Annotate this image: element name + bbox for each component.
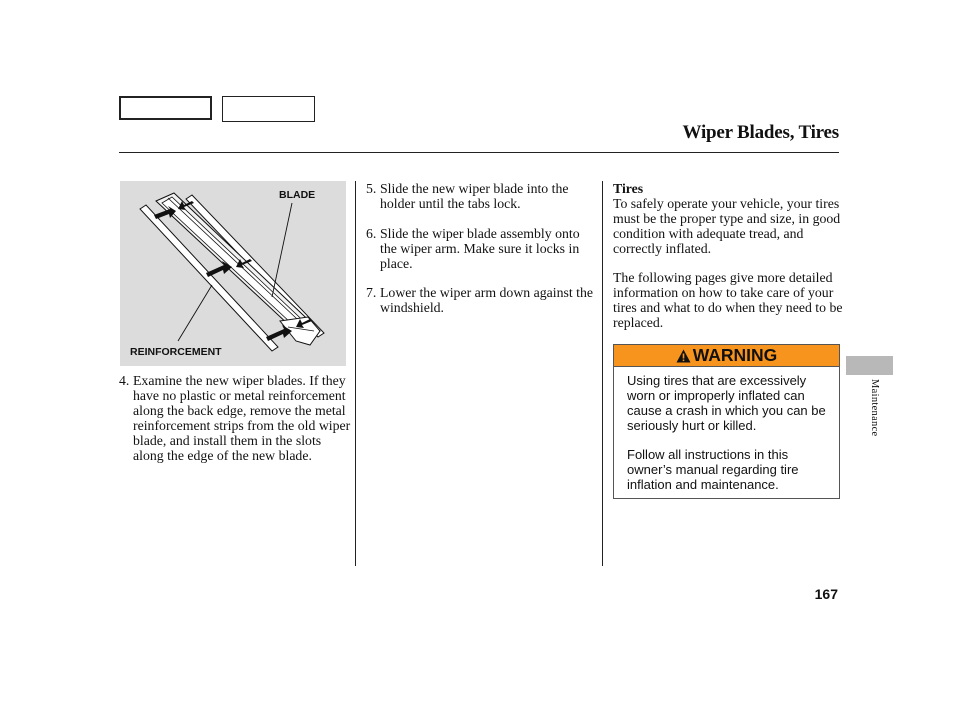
title-divider bbox=[119, 152, 839, 153]
nav-button-previous[interactable] bbox=[119, 96, 212, 120]
wiper-blade-drawing bbox=[120, 181, 346, 366]
step-number: 5. bbox=[366, 181, 377, 196]
step-number: 4. bbox=[119, 373, 130, 388]
page-title: Wiper Blades, Tires bbox=[682, 122, 839, 143]
step-number: 7. bbox=[366, 285, 377, 300]
warning-triangle-icon bbox=[676, 349, 691, 363]
warning-title: WARNING bbox=[692, 345, 778, 365]
tires-heading: Tires bbox=[613, 181, 644, 196]
step-text: Examine the new wiper blades. If they have no plastic or metal reinforcement along the back edge, remove the metal reinforcement strips from the old wiper blade, and install them in the slots along the edge of the new blade. bbox=[133, 373, 351, 463]
section-tab[interactable] bbox=[846, 356, 893, 375]
step-text: Slide the new wiper blade into the holder until the tabs lock. bbox=[380, 181, 569, 211]
warning-paragraph-2: Follow all instructions in this owner’s manual regarding tire inflation and maintenance. bbox=[627, 447, 799, 492]
section-tab-label: Maintenance bbox=[869, 379, 880, 437]
warning-paragraph-1: Using tires that are excessively worn or improperly inflated can cause a crash in which you can be seriously hurt or killed. bbox=[627, 373, 826, 433]
tires-paragraph-1: To safely operate your vehicle, your tires must be the proper type and size, in good condition with adequate tread, and correctly inflated. bbox=[613, 196, 841, 256]
step-number: 6. bbox=[366, 226, 377, 241]
tires-section bbox=[613, 181, 845, 256]
step-text: Lower the wiper arm down against the windshield. bbox=[380, 285, 594, 315]
warning-header bbox=[614, 345, 839, 367]
tires-paragraph-2: The following pages give more detailed information on how to take care of your tires and what to do when they need to be replaced. bbox=[613, 270, 843, 330]
column-divider-2 bbox=[602, 181, 603, 566]
warning-box bbox=[613, 344, 840, 499]
wiper-blade-illustration bbox=[120, 181, 346, 366]
reinforcement-label: REINFORCEMENT bbox=[130, 346, 222, 358]
page-number: 167 bbox=[814, 586, 838, 602]
column-divider-1 bbox=[355, 181, 356, 566]
nav-button-next[interactable] bbox=[222, 96, 315, 122]
step-text: Slide the wiper blade assembly onto the wiper arm. Make sure it locks in place. bbox=[380, 226, 580, 271]
blade-label: BLADE bbox=[279, 189, 316, 201]
